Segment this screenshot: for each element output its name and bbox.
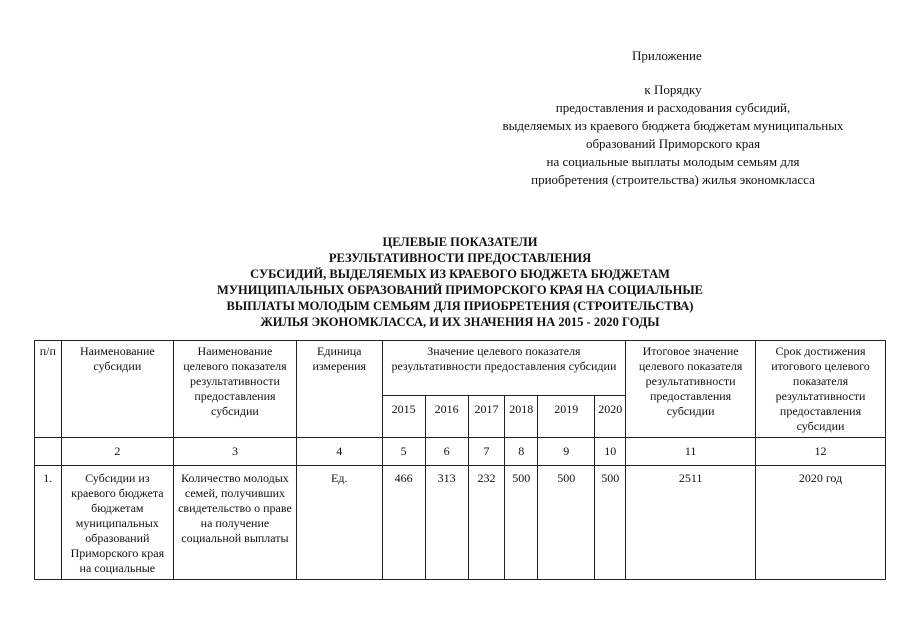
title-line: РЕЗУЛЬТАТИВНОСТИ ПРЕДОСТАВЛЕНИЯ [328, 251, 592, 265]
title-line: СУБСИДИЙ, ВЫДЕЛЯЕМЫХ ИЗ КРАЕВОГО БЮДЖЕТА БЮДЖЕТАМ [250, 267, 670, 281]
header-subsidy-name: Наименование субсидии [61, 341, 174, 438]
indicators-table [34, 340, 886, 580]
appendix-line: к Порядку [644, 82, 702, 97]
title-line: ЦЕЛЕВЫЕ ПОКАЗАТЕЛИ [382, 235, 538, 249]
title-line: ВЫПЛАТЫ МОЛОДЫМ СЕМЬЯМ ДЛЯ ПРИОБРЕТЕНИЯ (СТРОИТЕЛЬСТВА) [226, 299, 694, 313]
header-unit: Единица измерения [296, 341, 382, 438]
row-value-2016: 313 [425, 466, 468, 580]
column-number: 11 [626, 438, 756, 466]
appendix-line: предоставления и расходования субсидий, [555, 100, 791, 115]
header-indicator-name: Наименование целевого показателя результативности предоставления субсидии [174, 341, 297, 438]
appendix-title: Приложение [632, 48, 702, 63]
header-year-2016: 2016 [425, 396, 468, 438]
column-number: 7 [468, 438, 505, 466]
row-subsidy: Субсидии из краевого бюджета бюджетам муниципальных образований Приморского края на социальные [61, 466, 174, 580]
header-year-2019: 2019 [538, 396, 595, 438]
column-number: 5 [382, 438, 425, 466]
column-number: 4 [296, 438, 382, 466]
appendix-line: выделяемых из краевого бюджета бюджетам муниципальных [502, 118, 844, 133]
title-line: ЖИЛЬЯ ЭКОНОМКЛАССА, И ИХ ЗНАЧЕНИЯ НА 2015 - 2020 ГОДЫ [260, 315, 660, 329]
header-value-group: Значение целевого показателя результативности предоставления субсидии [382, 341, 625, 396]
table-row [35, 466, 886, 580]
title-line: МУНИЦИПАЛЬНЫХ ОБРАЗОВАНИЙ ПРИМОРСКОГО КРАЯ НА СОЦИАЛЬНЫЕ [217, 283, 703, 297]
appendix-line: на социальные выплаты молодым семьям для [546, 154, 800, 169]
column-number: 3 [174, 438, 297, 466]
column-number: 10 [595, 438, 626, 466]
appendix-lines [470, 81, 876, 189]
row-value-2015: 466 [382, 466, 425, 580]
column-number: 8 [505, 438, 538, 466]
column-number: 2 [61, 438, 174, 466]
header-year-2017: 2017 [468, 396, 505, 438]
column-number: 6 [425, 438, 468, 466]
row-total: 2511 [626, 466, 756, 580]
row-value-2020: 500 [595, 466, 626, 580]
column-number [35, 438, 62, 466]
header-total: Итоговое значение целевого показателя результативности предоставления субсидии [626, 341, 756, 438]
header-deadline: Срок достижения итогового целевого показателя результативности предоставления субсидии [756, 341, 886, 438]
row-value-2017: 232 [468, 466, 505, 580]
header-year-2020: 2020 [595, 396, 626, 438]
document-title [180, 234, 740, 330]
row-deadline: 2020 год [756, 466, 886, 580]
appendix-line: приобретения (строительства) жилья экономкласса [531, 172, 815, 187]
row-value-2019: 500 [538, 466, 595, 580]
column-number: 9 [538, 438, 595, 466]
column-numbers-row [35, 438, 886, 466]
column-number: 12 [756, 438, 886, 466]
header-year-2015: 2015 [382, 396, 425, 438]
row-value-2018: 500 [505, 466, 538, 580]
header-pp: п/п [35, 341, 62, 438]
row-unit: Ед. [296, 466, 382, 580]
row-indicator: Количество молодых семей, получивших свидетельство о праве на получение социальной выплаты [174, 466, 297, 580]
header-year-2018: 2018 [505, 396, 538, 438]
appendix-line: образований Приморского края [585, 136, 761, 151]
row-pp: 1. [35, 466, 62, 580]
header-row [35, 341, 886, 396]
